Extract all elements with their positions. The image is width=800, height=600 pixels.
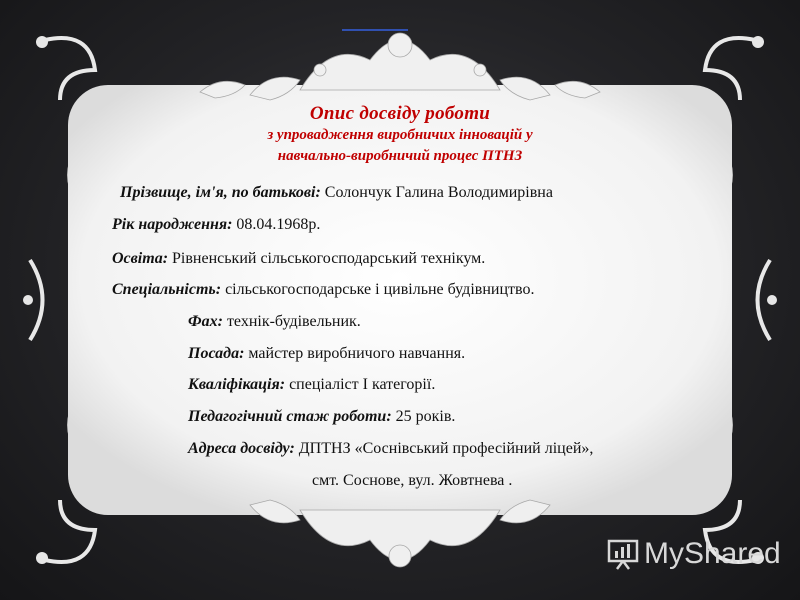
field-birth-year xyxy=(112,216,320,234)
field-address xyxy=(188,440,593,458)
field-value: технік-будівельник. xyxy=(222,313,361,330)
slide-subtitle-line1: з упровадження виробничих інновацій у xyxy=(267,127,533,143)
field-value: майстер виробничого навчання. xyxy=(244,345,466,362)
field-label: Прізвище, ім'я, по батькові: xyxy=(120,184,321,201)
field-label: Фах: xyxy=(188,313,223,330)
field-value: Солончук Галина Володимирівна xyxy=(320,184,553,201)
field-value: 08.04.1968р. xyxy=(232,216,321,233)
field-position xyxy=(188,345,465,363)
field-label: Посада: xyxy=(188,345,245,362)
field-value: Рівненський сільськогосподарський технікум. xyxy=(168,250,486,267)
field-value: 25 років. xyxy=(391,408,456,425)
field-label: Рік народження: xyxy=(112,216,233,233)
field-full-name xyxy=(120,184,553,202)
presentation-board-icon xyxy=(606,537,640,571)
field-address-continued: смт. Соснове, вул. Жовтнева . xyxy=(312,472,513,489)
field-label: Спеціальність: xyxy=(112,281,222,298)
field-profession xyxy=(188,313,361,331)
slide-subtitle-line2: навчально-виробничий процес ПТНЗ xyxy=(277,148,523,164)
field-value: сільськогосподарське і цивільне будівництво. xyxy=(221,281,535,298)
field-label: Адреса досвіду: xyxy=(188,440,295,457)
field-value: ДПТНЗ «Соснівський професійний ліцей», xyxy=(294,440,594,457)
field-label: Педагогічний стаж роботи: xyxy=(188,408,392,425)
watermark-text: MyShared xyxy=(644,537,781,570)
field-qualification xyxy=(188,376,435,394)
field-value: спеціаліст І категорії. xyxy=(285,376,436,393)
slide-title: Опис досвіду роботи xyxy=(309,103,491,124)
field-label: Освіта: xyxy=(112,250,169,267)
field-experience xyxy=(188,408,455,426)
field-specialty xyxy=(112,281,534,299)
watermark xyxy=(606,534,781,574)
field-education xyxy=(112,250,485,268)
field-label: Кваліфікація: xyxy=(188,376,286,393)
hyperlink-marker[interactable] xyxy=(342,29,408,31)
